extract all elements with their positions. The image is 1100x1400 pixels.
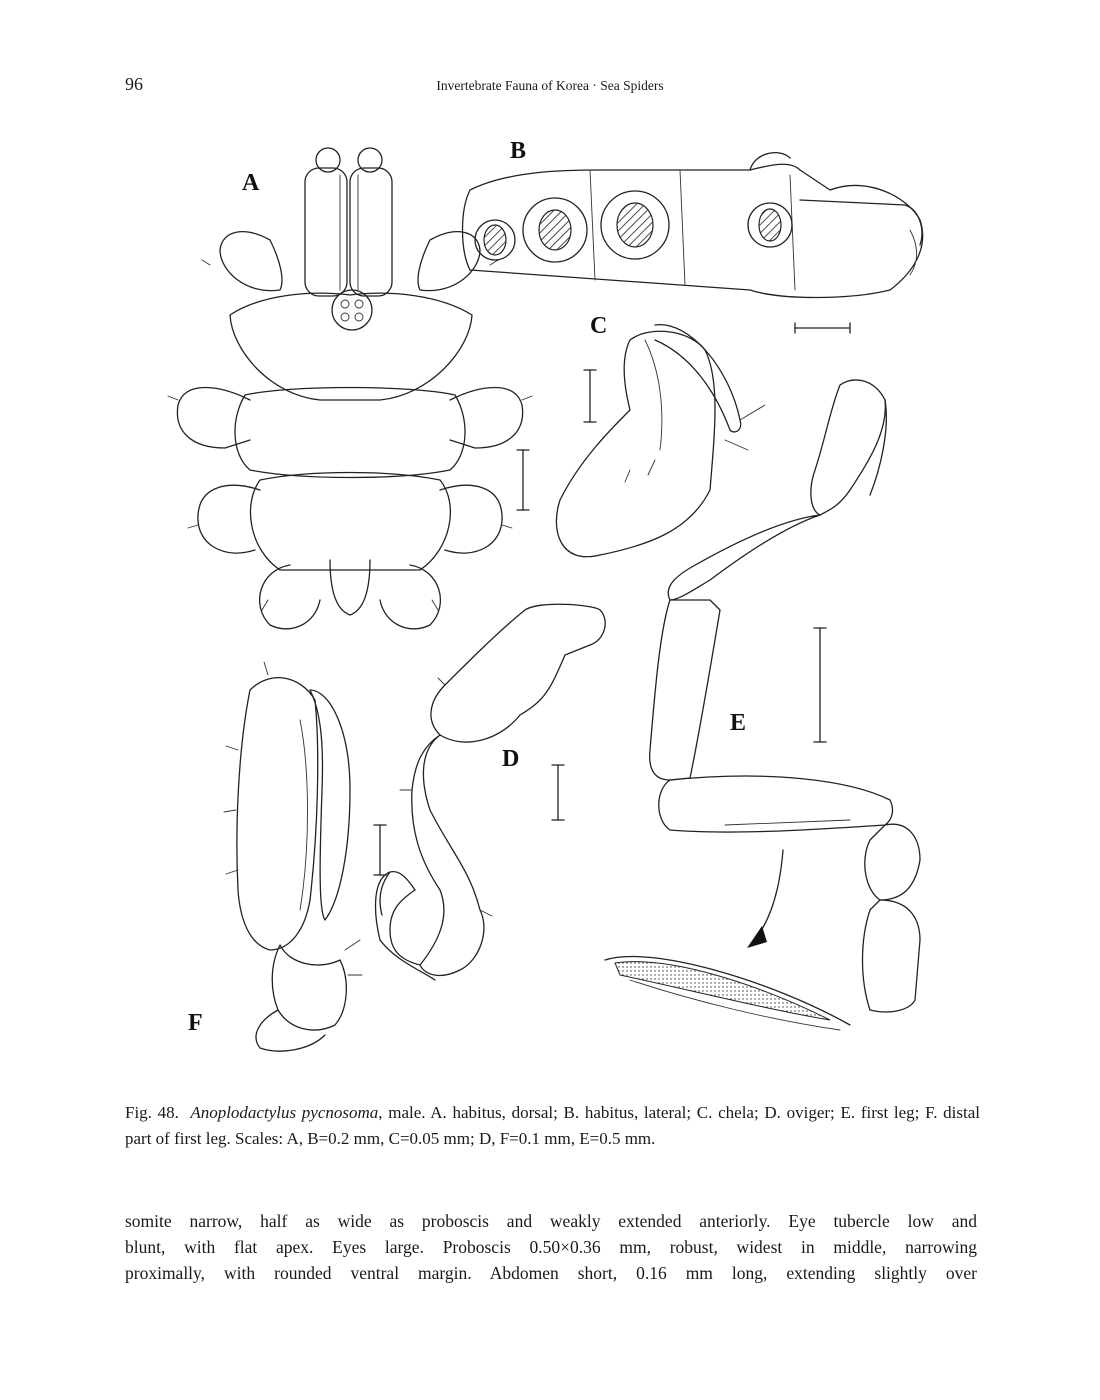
- body-paragraph: [125, 1208, 977, 1286]
- panel-label-c: C: [590, 313, 608, 339]
- panel-f-distal-leg: [188, 662, 386, 1051]
- panel-label-f: F: [188, 1010, 203, 1036]
- figure-label: Fig. 48.: [125, 1103, 179, 1122]
- page-number: 96: [125, 74, 143, 94]
- panel-label-b: B: [510, 138, 527, 164]
- figure-illustration: [150, 130, 950, 1070]
- panel-d-oviger: [376, 604, 606, 980]
- body-line: proximally, with rounded ventral margin. Abdomen short, 0.16 mm long, extending slightly over: [125, 1263, 977, 1283]
- body-line: somite narrow, half as wide as proboscis and weakly extended anteriorly. Eye tubercle low and: [125, 1211, 977, 1231]
- panel-a-habitus-dorsal: [168, 148, 532, 629]
- figure-plate: [150, 130, 950, 1070]
- panel-e-first-leg: [605, 380, 920, 1030]
- figure-caption: [125, 1100, 980, 1152]
- panel-label-d: D: [502, 746, 520, 772]
- panel-label-a: A: [242, 170, 260, 196]
- species-name: Anoplodactylus pycnosoma: [190, 1103, 379, 1122]
- running-head: Invertebrate Fauna of Korea · Sea Spiders: [436, 78, 664, 93]
- panel-c-chela: [556, 313, 765, 557]
- panel-label-e: E: [730, 710, 747, 736]
- panel-b-habitus-lateral: [463, 138, 923, 333]
- caption-text: , male. A. habitus, dorsal; B. habitus, lateral; C. chela; D. oviger; E. first leg; F. distal part of first leg. Scales: A, B=0.2 mm, C=0.05 mm; D, F=0.1 mm, E=0.5 mm.: [125, 1103, 980, 1148]
- body-line: blunt, with flat apex. Eyes large. Proboscis 0.50×0.36 mm, robust, widest in middle, narrowing: [125, 1237, 977, 1257]
